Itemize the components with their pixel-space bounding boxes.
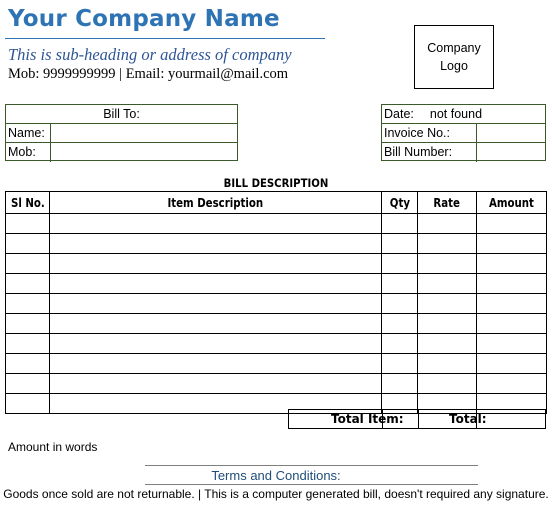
table-cell[interactable] <box>6 234 50 254</box>
terms-divider-top <box>145 465 478 466</box>
table-cell[interactable] <box>382 274 418 294</box>
table-cell[interactable] <box>418 294 477 314</box>
table-cell[interactable] <box>50 214 382 234</box>
terms-title: Terms and Conditions: <box>211 468 341 483</box>
table-cell[interactable] <box>382 234 418 254</box>
invoice-no-field[interactable] <box>476 124 545 142</box>
table-row <box>6 234 547 254</box>
table-cell[interactable] <box>418 234 477 254</box>
bill-number-label: Bill Number: <box>384 145 453 159</box>
table-cell[interactable] <box>382 354 418 374</box>
company-logo-placeholder: Company Logo <box>414 25 494 89</box>
table-cell[interactable] <box>6 274 50 294</box>
table-cell[interactable] <box>6 314 50 334</box>
invoice-no-row <box>382 124 545 143</box>
name-label: Name: <box>8 126 45 140</box>
invoice-info-box <box>381 104 546 161</box>
table-cell[interactable] <box>50 314 382 334</box>
table-row <box>6 314 547 334</box>
table-cell[interactable] <box>50 254 382 274</box>
bill-number-row <box>382 143 545 162</box>
items-table <box>5 191 547 414</box>
table-cell[interactable] <box>382 254 418 274</box>
table-cell[interactable] <box>50 374 382 394</box>
total-item-value[interactable] <box>382 410 419 428</box>
table-cell[interactable] <box>382 374 418 394</box>
total-value[interactable] <box>476 410 547 428</box>
table-row <box>6 374 547 394</box>
table-cell[interactable] <box>477 274 547 294</box>
table-row <box>6 254 547 274</box>
table-cell[interactable] <box>418 334 477 354</box>
table-cell[interactable] <box>382 334 418 354</box>
column-header-qty: Qty <box>382 192 418 214</box>
table-cell[interactable] <box>418 374 477 394</box>
table-cell[interactable] <box>382 294 418 314</box>
table-cell[interactable] <box>50 334 382 354</box>
table-cell[interactable] <box>6 254 50 274</box>
table-cell[interactable] <box>477 294 547 314</box>
company-name: Your Company Name <box>8 6 280 32</box>
table-cell[interactable] <box>50 274 382 294</box>
table-cell[interactable] <box>382 214 418 234</box>
table-cell[interactable] <box>418 314 477 334</box>
table-cell[interactable] <box>477 234 547 254</box>
title-underline <box>5 38 325 39</box>
terms-divider-bottom <box>145 484 478 485</box>
mob-label: Mob: <box>8 145 36 159</box>
table-row <box>6 334 547 354</box>
bill-to-title: Bill To: <box>6 105 237 124</box>
company-contact: Mob: 9999999999 | Email: yourmail@mail.com <box>8 66 289 82</box>
column-header-rate: Rate <box>418 192 477 214</box>
table-cell[interactable] <box>6 294 50 314</box>
totals-row <box>288 409 546 429</box>
table-cell[interactable] <box>6 374 50 394</box>
bill-to-name-row <box>6 124 237 143</box>
table-cell[interactable] <box>6 334 50 354</box>
bill-description-title: BILL DESCRIPTION <box>223 176 329 190</box>
items-header-row <box>6 192 547 214</box>
table-cell[interactable] <box>477 214 547 234</box>
table-cell[interactable] <box>477 254 547 274</box>
column-header-sl-no: Sl No. <box>6 192 50 214</box>
table-cell[interactable] <box>50 234 382 254</box>
mob-field[interactable] <box>50 143 237 162</box>
date-label: Date: not found <box>384 107 483 121</box>
terms-text: Goods once sold are not returnable. | This is a computer generated bill, doesn't required any signature. <box>3 487 549 501</box>
table-cell[interactable] <box>50 354 382 374</box>
table-cell[interactable] <box>477 354 547 374</box>
table-cell[interactable] <box>477 374 547 394</box>
table-cell[interactable] <box>382 314 418 334</box>
table-row <box>6 274 547 294</box>
bill-to-box <box>5 104 238 161</box>
table-cell[interactable] <box>477 334 547 354</box>
bill-to-mob-row <box>6 143 237 162</box>
amount-in-words: Amount in words <box>8 440 98 454</box>
total-label: Total: <box>449 412 487 426</box>
table-row <box>6 214 547 234</box>
table-row <box>6 294 547 314</box>
table-cell[interactable] <box>418 214 477 234</box>
bill-number-field[interactable] <box>476 143 545 162</box>
total-item-label: Total Item: <box>331 412 404 426</box>
table-cell[interactable] <box>6 394 50 414</box>
column-header-amount: Amount <box>477 192 547 214</box>
table-cell[interactable] <box>418 354 477 374</box>
invoice-no-label: Invoice No.: <box>384 126 451 140</box>
table-cell[interactable] <box>50 294 382 314</box>
name-field[interactable] <box>50 124 237 142</box>
date-value: not found <box>429 107 483 121</box>
table-cell[interactable] <box>418 254 477 274</box>
column-header-item-description: Item Description <box>50 192 382 214</box>
table-row <box>6 354 547 374</box>
table-cell[interactable] <box>6 214 50 234</box>
date-row <box>382 105 545 124</box>
company-subheading: This is sub-heading or address of company <box>8 45 292 64</box>
table-cell[interactable] <box>477 314 547 334</box>
table-cell[interactable] <box>6 354 50 374</box>
table-cell[interactable] <box>418 274 477 294</box>
